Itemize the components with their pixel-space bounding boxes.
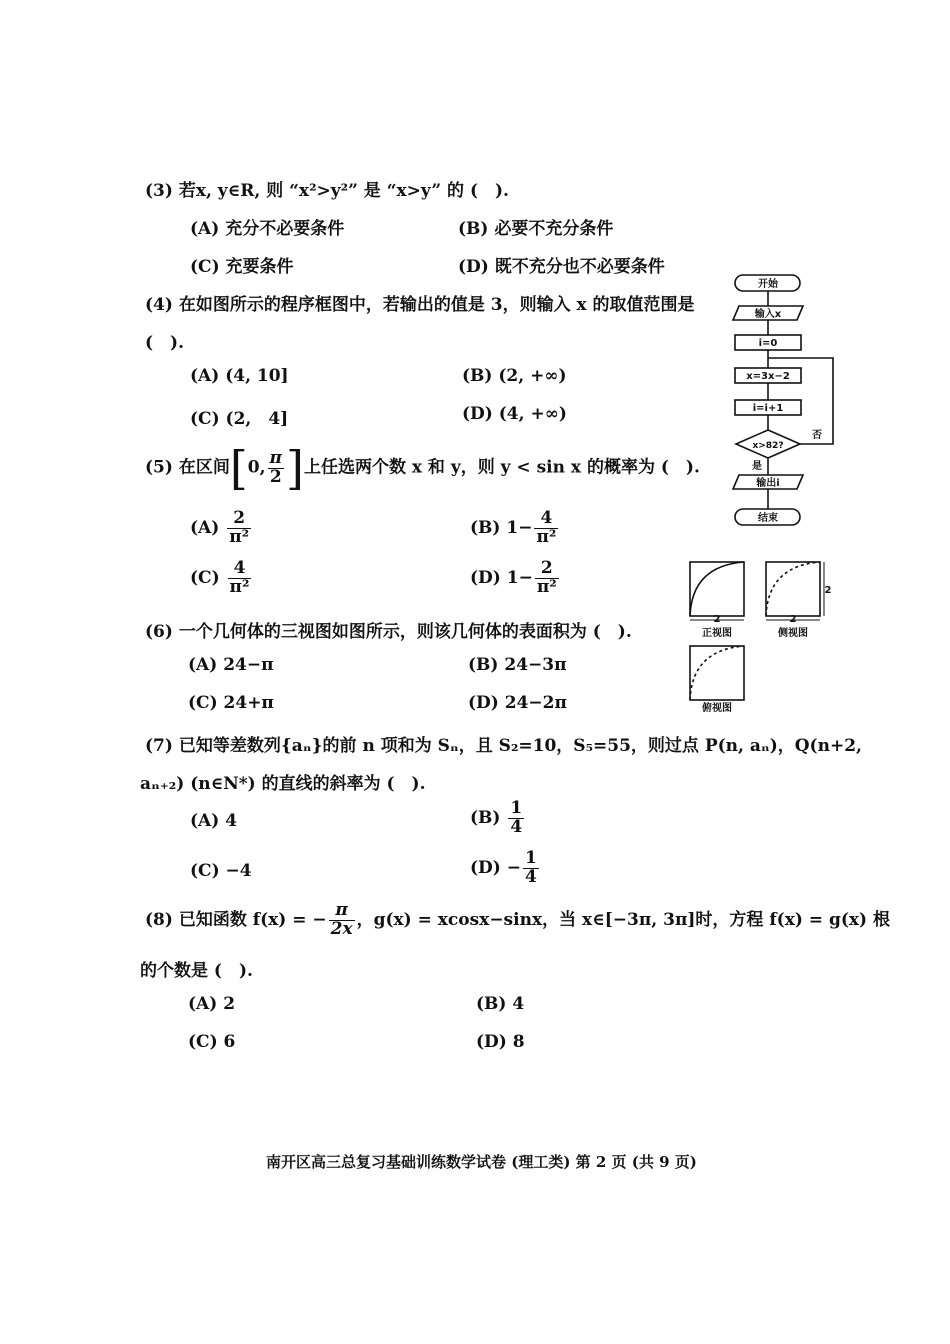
- flow-yes-label: 是: [752, 461, 762, 472]
- q4-stem: (4) 在如图所示的程序框图中，若输出的值是 3，则输入 x 的取值范围是: [145, 295, 695, 315]
- q8-stem-pre: (8) 已知函数 f(x) = −: [145, 909, 327, 930]
- q5-a-label: (A): [190, 517, 220, 538]
- q6-stem: (6) 一个几何体的三视图如图所示，则该几何体的表面积为 ( ).: [145, 622, 632, 642]
- side-view-caption: 侧视图: [778, 628, 808, 639]
- q5-b-num: 4: [534, 510, 558, 529]
- q5-d-fraction: [535, 560, 559, 597]
- side-dim-width-label: 2: [789, 614, 797, 625]
- q6-option-d: (D) 24−2π: [468, 693, 567, 713]
- q7-d-label: (D) −: [470, 857, 521, 878]
- q7-d-fraction: [523, 850, 539, 887]
- q8-stem-cont: 的个数是 ( ).: [140, 961, 253, 981]
- q5-stem: [145, 441, 700, 495]
- flow-end-text: 结束: [758, 513, 778, 524]
- q5-stem-post: 上任选两个数 x 和 y，则 y < sin x 的概率为 ( ).: [303, 457, 700, 478]
- flow-incr-text: i=i+1: [752, 403, 784, 414]
- q8-stem-post: ，g(x) = xcosx−sinx，当 x∈[−3π, 3π]时，方程 f(x) = g(x) 根: [356, 909, 890, 930]
- q5-option-c: [190, 560, 253, 597]
- q7-b-num: 1: [510, 798, 523, 818]
- q5-stem-pre: (5) 在区间: [145, 457, 230, 478]
- q5-a-fraction: [227, 510, 251, 547]
- side-view-square: [766, 562, 820, 616]
- q8-fraction: [329, 902, 355, 939]
- side-view-dashed-arc: [766, 562, 820, 616]
- q6-option-c: (C) 24+π: [188, 693, 274, 713]
- flow-cond-text: x>82?: [752, 441, 784, 451]
- q3-option-d: (D) 既不充分也不必要条件: [458, 257, 665, 277]
- q7-option-c: (C) −4: [190, 861, 252, 881]
- q8-option-d: (D) 8: [476, 1032, 525, 1052]
- q5-interval-den: 2: [269, 466, 282, 487]
- q6-option-b: (B) 24−3π: [468, 655, 567, 675]
- q8-option-a: (A) 2: [188, 994, 236, 1014]
- flow-assign-text: x=3x−2: [746, 371, 790, 382]
- q5-b-fraction: [534, 510, 558, 547]
- q8-num: π: [329, 902, 355, 921]
- q5-c-num: 4: [228, 560, 252, 579]
- q7-option-a: (A) 4: [190, 811, 238, 831]
- q5-d-label: (D) 1−: [470, 567, 533, 588]
- front-view-arc: [690, 562, 744, 616]
- q7-option-d: [470, 850, 541, 887]
- flow-no-label: 否: [812, 430, 822, 441]
- q5-c-fraction: [228, 560, 252, 597]
- q8-stem: [145, 902, 890, 939]
- q7-b-fraction: [508, 800, 524, 837]
- q8-option-b: (B) 4: [476, 994, 525, 1014]
- q5-a-den: π²: [229, 526, 250, 547]
- flowchart: [725, 272, 840, 532]
- q7-d-den: 4: [525, 866, 537, 887]
- front-dim-label: 2: [713, 614, 721, 625]
- interval-left-bracket: [: [229, 441, 248, 495]
- q6-option-a: (A) 24−π: [188, 655, 274, 675]
- three-views-figure: [682, 558, 832, 718]
- q7-b-label: (B): [470, 807, 501, 828]
- q4-option-d: (D) (4, +∞): [462, 404, 567, 424]
- q3-option-b: (B) 必要不充分条件: [458, 219, 614, 239]
- q7-d-num: 1: [525, 848, 537, 868]
- q5-option-a: [190, 510, 253, 547]
- flow-start-text: 开始: [758, 279, 778, 290]
- top-view-caption: 俯视图: [702, 703, 732, 714]
- q5-d-den: π²: [536, 576, 557, 597]
- q8-den: 2x: [330, 918, 353, 939]
- q5-option-b: [470, 510, 560, 547]
- q3-option-c: (C) 充要条件: [190, 257, 294, 277]
- q7-option-b: [470, 800, 526, 837]
- q3-stem: (3) 若x, y∈R, 则 “x²>y²” 是 “x>y” 的 ( ).: [145, 181, 509, 201]
- q5-interval-left: 0,: [247, 457, 266, 478]
- q5-b-label: (B) 1−: [470, 517, 533, 538]
- top-view-dashed-arc: [690, 646, 744, 700]
- q5-interval-num: π: [269, 447, 282, 468]
- side-dim-height-label: 2: [824, 585, 832, 596]
- q5-option-d: [470, 560, 561, 597]
- q3-option-a: (A) 充分不必要条件: [190, 219, 345, 239]
- q7-stem: (7) 已知等差数列{aₙ}的前 n 项和为 Sₙ，且 S₂=10，S₅=55，则过点 P(n, aₙ)，Q(n+2,: [145, 736, 862, 756]
- q5-c-den: π²: [229, 576, 250, 597]
- flow-init-text: i=0: [758, 338, 778, 349]
- q4-option-c: (C) (2, 4]: [190, 409, 289, 429]
- flow-input-text: 输入x: [754, 309, 782, 320]
- q7-stem-cont: aₙ₊₂) (n∈N*) 的直线的斜率为 ( ).: [140, 774, 426, 794]
- q4-option-a: (A) (4, 10]: [190, 366, 289, 386]
- front-view-caption: 正视图: [702, 628, 732, 639]
- interval-right-bracket: ]: [286, 441, 304, 495]
- q4-option-b: (B) (2, +∞): [462, 366, 567, 386]
- q4-stem-cont: ( ).: [145, 333, 185, 353]
- q7-b-den: 4: [510, 816, 523, 837]
- q5-c-label: (C): [190, 567, 220, 588]
- q5-d-num: 2: [535, 560, 559, 579]
- q5-b-den: π²: [536, 526, 557, 547]
- page-footer: 南开区高三总复习基础训练数学试卷 (理工类) 第 2 页 (共 9 页): [266, 1153, 697, 1171]
- flow-output-text: 输出i: [756, 478, 780, 489]
- top-view-square: [690, 646, 744, 700]
- q8-option-c: (C) 6: [188, 1032, 236, 1052]
- q5-a-num: 2: [227, 510, 251, 529]
- q5-interval-fraction: [268, 447, 284, 487]
- front-view-square: [690, 562, 744, 616]
